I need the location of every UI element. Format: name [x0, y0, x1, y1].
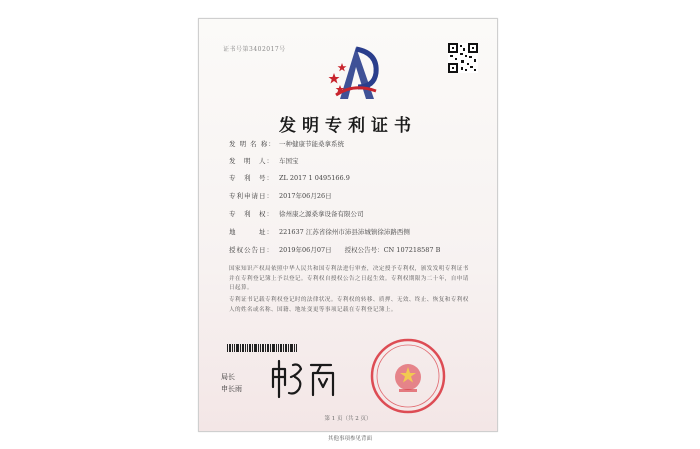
qr-code-icon: [448, 43, 478, 73]
patent-office-logo-icon: [326, 43, 386, 107]
footer-note: 其他事项参见背面: [327, 436, 372, 442]
field-address: [229, 227, 410, 236]
field-value: 221637 江苏省徐州市沛县沛城镇徐沛路西侧: [279, 228, 410, 236]
patent-certificate: [198, 18, 498, 432]
field-value: ZL 2017 1 0495166.9: [279, 174, 350, 182]
director-title: 局长: [221, 373, 235, 381]
page-indicator: 第 1 页（共 2 页）: [324, 416, 372, 422]
field-label: 专利申请日：: [229, 192, 274, 200]
official-seal-icon: [369, 337, 447, 415]
field-label: 地 址：: [229, 228, 274, 236]
field-label: 授权公告日：: [229, 246, 274, 254]
field-label: 专 利 权：: [229, 210, 274, 218]
paragraph-legal-status: 专利证书记载专利权登记时的法律状况。专利权的转移、质押、无效、终止、恢复和专利权人的姓名或名称、国籍、地址变更等事项记载在专利登记簿上。: [229, 297, 469, 313]
barcode-icon: [227, 344, 297, 352]
director-name: 申长雨: [221, 385, 242, 393]
field-invention-name: [229, 139, 344, 148]
field-application-date: [229, 191, 332, 200]
field-value: 车国宝: [279, 157, 299, 165]
field-value: 2017年06月26日: [279, 192, 332, 200]
field-patentee: [229, 209, 364, 218]
field-patent-number: [229, 173, 350, 182]
field-label: 发 明 人：: [229, 157, 274, 165]
signature-icon: [267, 355, 342, 400]
certificate-title: 发明专利证书: [279, 116, 417, 136]
field-label: 专 利 号：: [229, 174, 274, 182]
paragraph-grant-statement: 国家知识产权局依照中华人民共和国专利法进行审查，决定授予专利权，颁发发明专利证书并在专利登记簿上予以登记。专利权自授权公告之日起生效。专利权期限为二十年，自申请日起算。: [229, 266, 469, 291]
field-value: 徐州康之源桑拿设备有限公司: [279, 210, 364, 218]
field-inventor: [229, 156, 299, 165]
certificate-number: 证书号第3402017号: [223, 46, 286, 53]
field-grant-date: [229, 245, 440, 254]
field-value: 2019年06月07日 授权公告号：CN 107218587 B: [279, 246, 441, 254]
field-label: 发 明 名 称：: [229, 140, 276, 148]
field-value: 一种健康节能桑拿系统: [279, 140, 344, 148]
